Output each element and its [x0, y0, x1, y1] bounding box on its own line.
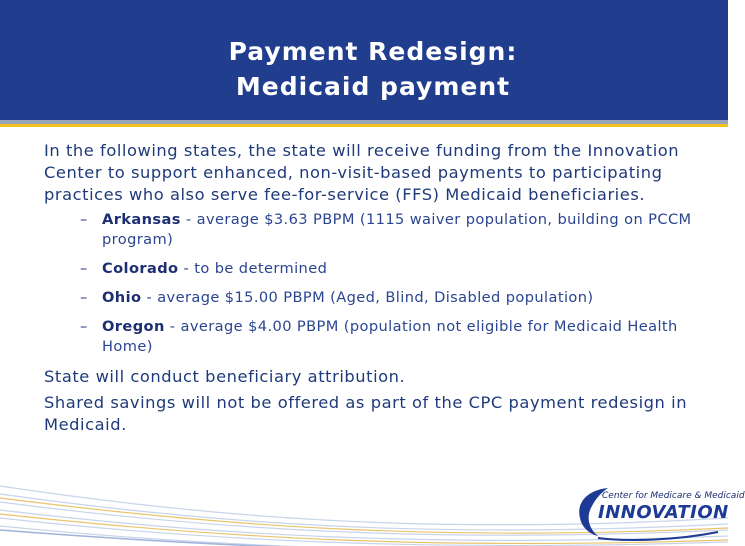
- attribution-paragraph: State will conduct beneficiary attribution.: [44, 367, 406, 386]
- logo-wordmark: INNOVATION: [598, 502, 729, 523]
- separator: -: [141, 289, 158, 306]
- intro-paragraph: In the following states, the state will receive funding from the Innovation Center to support enhanced, non-visit-based payments to participating practices who also serve fee-for-service (FFS) Medicaid beneficiaries.: [44, 141, 680, 204]
- separator: -: [178, 260, 195, 277]
- state-detail: average $3.63 PBPM (1115 waiver population, building on PCCM program): [102, 211, 692, 248]
- state-detail: average $4.00 PBPM (population not eligible for Medicaid Health Home): [102, 318, 678, 355]
- dash-bullet: –: [80, 211, 88, 228]
- logo-subtitle: Center for Medicare & Medicaid: [602, 491, 745, 501]
- shared-savings-paragraph: Shared savings will not be offered as part of the CPC payment redesign in Medicaid.: [44, 393, 688, 434]
- title-line-2: Medicaid payment: [235, 72, 511, 101]
- separator: -: [164, 318, 181, 335]
- dash-bullet: –: [80, 289, 88, 306]
- cmmi-logo: [568, 480, 745, 546]
- list-item-colorado: [44, 259, 694, 279]
- title-line-1: Payment Redesign:: [228, 37, 518, 66]
- state-name: Ohio: [102, 289, 142, 306]
- state-name: Colorado: [102, 260, 179, 277]
- list-item-arkansas: [44, 210, 694, 250]
- state-detail: to be determined: [194, 260, 328, 277]
- gold-divider: [0, 124, 728, 127]
- separator: -: [180, 211, 197, 228]
- list-item-oregon: [44, 317, 694, 357]
- dash-bullet: –: [80, 318, 88, 335]
- state-name: Oregon: [102, 318, 165, 335]
- list-item-ohio: [44, 288, 694, 308]
- state-name: Arkansas: [102, 211, 181, 228]
- state-detail: average $15.00 PBPM (Aged, Blind, Disabled population): [157, 289, 594, 306]
- dash-bullet: –: [80, 260, 88, 277]
- slide-body: [44, 140, 694, 440]
- state-list: [44, 210, 694, 357]
- slide-title: [0, 34, 728, 104]
